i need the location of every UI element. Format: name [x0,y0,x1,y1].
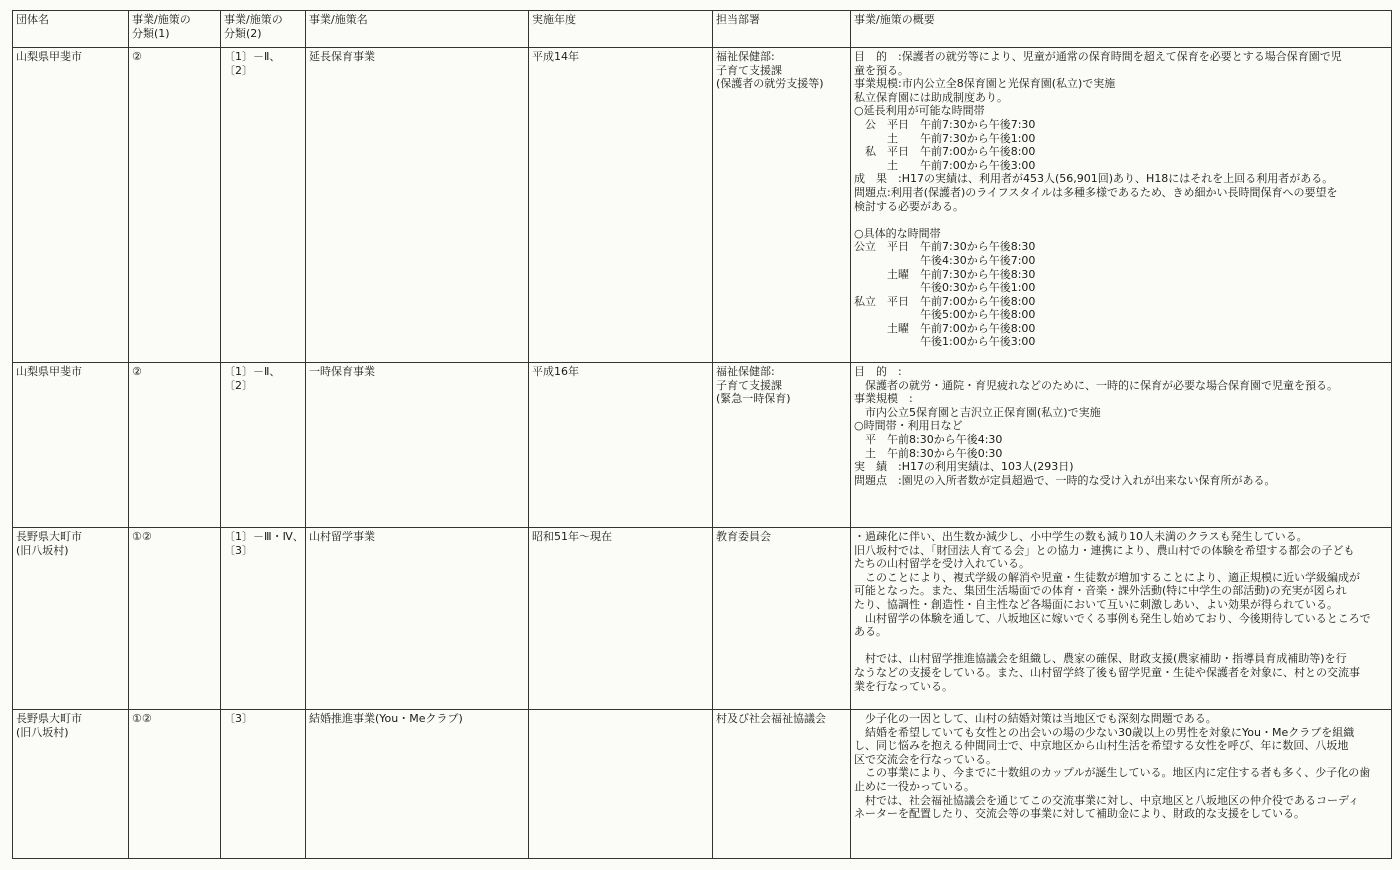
summary-line: 少子化の一因として、山村の結婚対策は当地区でも深刻な問題である。 [854,712,1217,725]
summary-line: たり、協調性・創造性・自主性など各場面において互いに刺激しあい、よい効果が得られている。 [854,597,1338,611]
summary-line: 公 平日 午前7:30から午後7:30 [854,117,1036,131]
cell-year [529,710,713,859]
cell-org: 山梨県甲斐市 [13,48,129,363]
summary-line: この事業により、今までに十数組のカップルが誕生している。地区内に定住する者も多く、少子化の歯 [854,766,1371,780]
cell-department: 福祉保健部: 子育て支援課 (緊急一時保育) [713,363,851,528]
summary-line: 童を預る。 [854,63,909,77]
cell-category-2: 〔1〕－Ⅲ・Ⅳ、 〔3〕 [221,528,306,710]
summary-line: なうなどの支援をしている。また、山村留学終了後も留学児童・生徒や保護者を対象に、村との交流事 [854,665,1360,679]
summary-line: 結婚を希望していても女性との出会いの場の少ない30歳以上の男性を対象にYou・Meクラブを組織 [854,725,1355,739]
summary-line: ○延長利用が可能な時間帯 [854,104,985,118]
summary-line: 午後0:30から午後1:00 [854,281,1036,295]
cell-summary [851,528,1392,710]
summary-line: ・過疎化に伴い、出生数か減少し、小中学生の数も減り10人未満のクラスも発生している。 [854,530,1308,543]
summary-line: 公立 平日 午前7:30から午後8:30 [854,240,1036,254]
cell-project-name: 山村留学事業 [306,528,529,710]
summary-line: し、同じ悩みを抱える仲間同士で、中京地区から山村生活を希望する女性を呼び、年に数回、八坂地 [854,739,1349,753]
summary-line: 問題点 :園児の入所者数が定員超過で、一時的な受け入れが出来ない保育所がある。 [854,473,1276,487]
cell-project-name: 延長保育事業 [306,48,529,363]
summary-line: 事業規模 : [854,392,913,406]
cell-org: 長野県大町市 (旧八坂村) [13,710,129,859]
summary-line [854,213,1388,227]
summary-line: 市内公立5保育園と吉沢立正保育園(私立)で実施 [854,405,1101,419]
summary-line: 成 果 :H17の実績は、利用者が453人(56,901回)あり、H18にはそれを上回る利用者がある。 [854,172,1334,186]
summary-line: 私立保育園には助成制度あり。 [854,90,1008,104]
header-department: 担当部署 [713,11,851,48]
cell-category-1: ② [129,48,221,363]
summary-line: 村では、社会福祉協議会を通じてこの交流事業に対し、中京地区と八坂地区の仲介役であるコーディ [854,793,1360,807]
cell-summary [851,48,1392,363]
summary-line: 村では、山村留学推進協議会を組織し、農家の確保、財政支援(農家補助・指導員育成補助等)を行 [854,652,1347,666]
cell-category-1: ② [129,363,221,528]
summary-line: 事業規模:市内公立全8保育園と光保育園(私立)で実施 [854,77,1116,91]
table-row [13,710,1392,859]
cell-project-name: 一時保育事業 [306,363,529,528]
summary-line: 午後1:00から午後3:00 [854,335,1036,349]
summary-line: 私 平日 午前7:00から午後8:00 [854,145,1036,159]
summary-line: 旧八坂村では、「財団法人育てる会」との協力・連携により、農山村での体験を希望する都会の子ども [854,543,1355,557]
cell-category-2: 〔1〕－Ⅱ、 〔2〕 [221,48,306,363]
table-row [13,48,1392,363]
table-row [13,363,1392,528]
summary-line: 私立 平日 午前7:00から午後8:00 [854,294,1036,308]
cell-year: 昭和51年～現在 [529,528,713,710]
summary-line: ○具体的な時間帯 [854,226,941,240]
cell-department: 福祉保健部: 子育て支援課 (保護者の就労支援等) [713,48,851,363]
header-summary: 事業/施策の概要 [851,11,1392,48]
summary-line: 目 的 : [854,365,902,378]
cell-year: 平成14年 [529,48,713,363]
header-category-2: 事業/施策の 分類(2) [221,11,306,48]
table-row [13,528,1392,710]
cell-department: 村及び社会福祉協議会 [713,710,851,859]
cell-category-2: 〔1〕－Ⅱ、 〔2〕 [221,363,306,528]
cell-org: 山梨県甲斐市 [13,363,129,528]
header-org: 団体名 [13,11,129,48]
summary-line: 土 午前7:00から午後3:00 [854,158,1036,172]
summary-line: 土 午前8:30から午後0:30 [854,446,1003,460]
summary-line: このことにより、複式学級の解消や児童・生徒数が増加することにより、適正規模に近い学級編成が [854,570,1360,584]
cell-org: 長野県大町市 (旧八坂村) [13,528,129,710]
header-year: 実施年度 [529,11,713,48]
summary-line: ある。 [854,625,887,639]
summary-line: 保護者の就労・通院・育児疲れなどのために、一時的に保育が必要な場合保育園で児童を預る。 [854,378,1338,392]
summary-line: 可能となった。また、集団生活場面での体育・音楽・課外活動(特に中学生の部活動)の充実が図られ [854,584,1347,598]
summary-line: 土曜 午前7:30から午後8:30 [854,267,1036,281]
summary-line: 止めに一役かっている。 [854,779,975,793]
cell-project-name: 結婚推進事業(You・Meクラブ) [306,710,529,859]
summary-line: 区で交流会を行なっている。 [854,752,997,766]
header-project-name: 事業/施策名 [306,11,529,48]
summary-line: 午後5:00から午後8:00 [854,308,1036,322]
cell-department: 教育委員会 [713,528,851,710]
cell-category-1: ①② [129,710,221,859]
summary-line: 検討する必要がある。 [854,199,964,213]
summary-line: たちの山村留学を受け入れている。 [854,557,1030,571]
cell-year: 平成16年 [529,363,713,528]
summary-line: ○時間帯・利用日など [854,419,963,433]
summary-line: 目 的 :保護者の就労等により、児童が通常の保育時間を超えて保育を必要とする場合保育園で児 [854,50,1342,63]
header-category-1: 事業/施策の 分類(1) [129,11,221,48]
summary-line: 午後4:30から午後7:00 [854,253,1036,267]
summary-line: 業を行なっている。 [854,679,953,693]
summary-line: 平 午前8:30から午後4:30 [854,432,1003,446]
summary-line: 山村留学の体験を通して、八坂地区に嫁いでくる事例も発生し始めており、今後期待しているところで [854,611,1371,625]
cell-summary [851,710,1392,859]
cell-summary [851,363,1392,528]
policy-table [12,10,1392,859]
summary-line: 土曜 午前7:00から午後8:00 [854,321,1036,335]
summary-line: 問題点:利用者(保護者)のライフスタイルは多種多様であるため、きめ細かい長時間保育への要望を [854,185,1338,199]
cell-category-2: 〔3〕 [221,710,306,859]
summary-line [854,639,1388,653]
summary-line: ネーターを配置したり、交流会等の事業に対して補助金により、財政的な支援をしている。 [854,807,1305,821]
cell-category-1: ①② [129,528,221,710]
summary-line: 土 午前7:30から午後1:00 [854,131,1036,145]
summary-line: 実 績 :H17の利用実績は、103人(293日) [854,460,1074,474]
header-row [13,11,1392,48]
